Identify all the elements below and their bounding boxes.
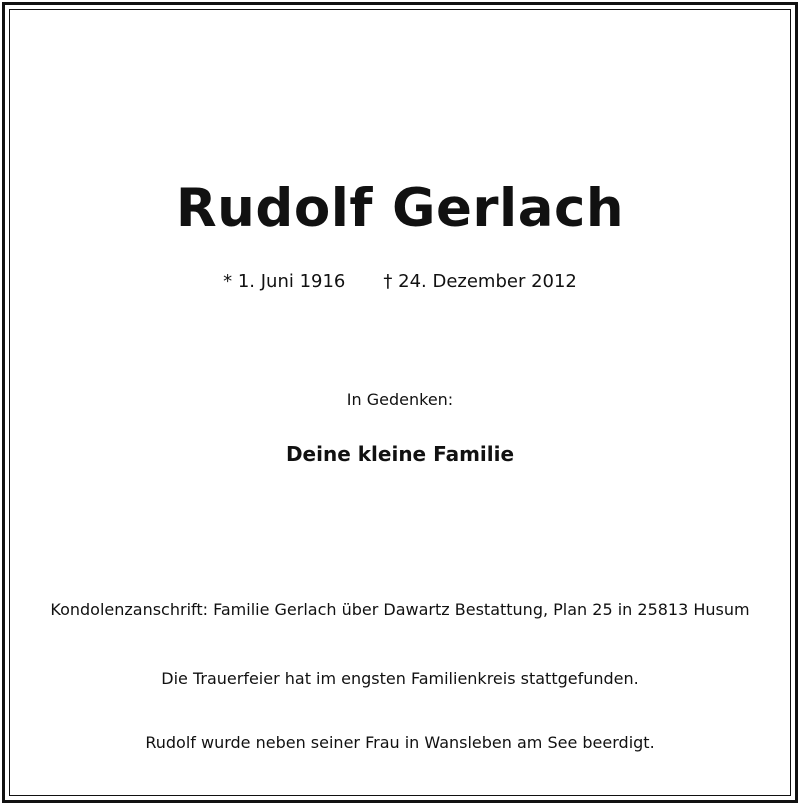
death-date: † 24. Dezember 2012 <box>383 271 577 292</box>
family-signature: Deine kleine Familie <box>285 442 515 466</box>
birth-date: * 1. Juni 1916 <box>223 271 346 292</box>
condolence-address: Kondolenzanschrift: Familie Gerlach über Dawartz Bestattung, Plan 25 in 25813 Husum <box>50 600 750 619</box>
deceased-name: Rudolf Gerlach <box>175 178 625 239</box>
ceremony-note: Die Trauerfeier hat im engsten Familienkreis stattgefunden. <box>161 669 639 688</box>
in-memoriam-label: In Gedenken: <box>346 390 454 409</box>
life-dates <box>0 271 800 292</box>
burial-note: Rudolf wurde neben seiner Frau in Wansleben am See beerdigt. <box>145 733 655 752</box>
